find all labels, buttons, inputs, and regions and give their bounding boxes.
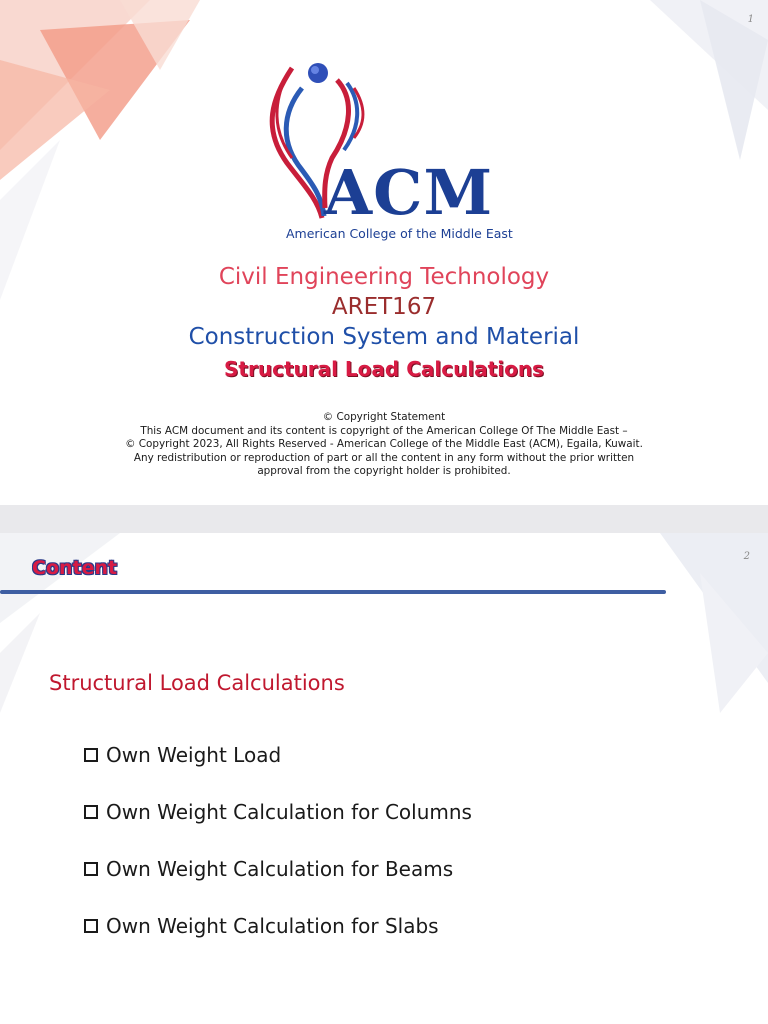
checkbox-bullet-icon: [84, 805, 98, 819]
content-slide: [0, 533, 768, 1024]
divider: [0, 590, 666, 594]
topic-title: Structural Load Calculations: [224, 357, 544, 381]
section-title: Structural Load Calculations: [49, 671, 345, 695]
content-heading: Content: [32, 557, 118, 579]
copyright-line: © Copyright 2023, All Rights Reserved - American College of the Middle East (ACM), Egaila, Kuwait.: [125, 438, 643, 450]
list-item-label: Own Weight Calculation for Beams: [106, 856, 454, 881]
page-number: 2: [743, 551, 750, 562]
content-list: [84, 726, 472, 954]
course-name: Construction System and Material: [188, 324, 580, 350]
copyright-line: This ACM document and its content is copyright of the American College Of The Middle East –: [140, 424, 628, 437]
list-item-label: Own Weight Calculation for Columns: [106, 799, 472, 824]
list-item: [84, 840, 472, 897]
list-item: [84, 783, 472, 840]
title-slide: [0, 0, 768, 505]
logo-wordmark: ACM: [324, 156, 494, 229]
checkbox-bullet-icon: [84, 862, 98, 876]
checkbox-bullet-icon: [84, 919, 98, 933]
list-item: [84, 897, 472, 954]
copyright-line: Any redistribution or reproduction of part or all the content in any form without the prior written: [133, 451, 635, 464]
course-code: ARET167: [331, 294, 437, 320]
title-block: [0, 262, 768, 386]
page-number: 1: [747, 14, 754, 25]
copyright-line: approval from the copyright holder is prohibited.: [257, 465, 511, 477]
copyright-heading: © Copyright Statement: [322, 411, 446, 423]
checkbox-bullet-icon: [84, 748, 98, 762]
list-item-label: Own Weight Load: [106, 742, 282, 767]
copyright-statement: [0, 411, 768, 479]
list-item-label: Own Weight Calculation for Slabs: [106, 913, 439, 938]
list-item: [84, 726, 472, 783]
program-title: Civil Engineering Technology: [218, 264, 550, 290]
logo-subtitle: American College of the Middle East: [286, 226, 513, 241]
acm-logo: [262, 58, 522, 248]
